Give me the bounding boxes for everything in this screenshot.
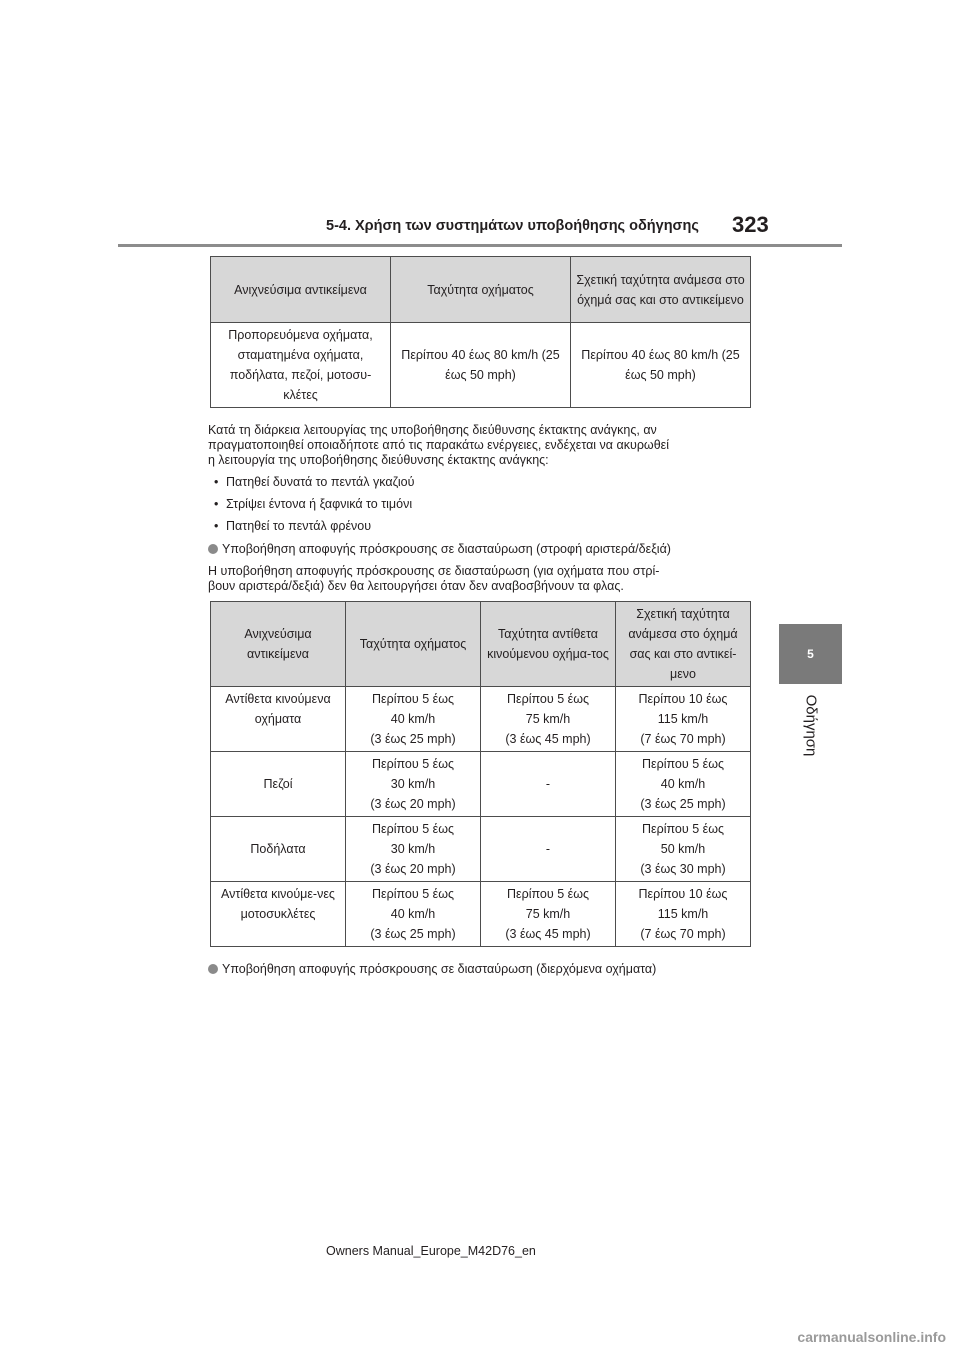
table-cell: - [481,817,616,882]
table-header-cell: Ταχύτητα αντίθετα κινούμενου οχήμα-τος [481,602,616,687]
table-cell: Περίπου 10 έως 115 km/h (7 έως 70 mph) [616,687,751,752]
bullet-dot-icon: • [214,475,219,489]
table-header-cell: Ταχύτητα οχήματος [346,602,481,687]
section-line-1: Η υποβοήθηση αποφυγής πρόσκρουσης σε διασταύρωση (για οχήματα που στρί- [208,564,660,578]
section-header-title: 5-4. Χρήση των συστημάτων υποβοήθησης οδήγησης [326,218,699,234]
chapter-number: 5 [807,647,814,661]
table-row [211,323,751,408]
table-cell: Ποδήλατα [211,817,346,882]
table-cell: Περίπου 10 έως 115 km/h (7 έως 70 mph) [616,882,751,947]
table-cell: Αντίθετα κινούμε-νες μοτοσυκλέτες [211,882,346,947]
table-cell: Προπορευόμενα οχήματα, σταματημένα οχήματα, ποδήλατα, πεζοί, μοτοσυ-κλέτες [211,323,391,408]
chapter-tab-label [779,690,842,760]
table-header-cell: Ταχύτητα οχήματος [391,257,571,323]
table-cell: Περίπου 5 έως 50 km/h (3 έως 30 mph) [616,817,751,882]
table-header-cell: Ανιχνεύσιμα αντικείμενα [211,602,346,687]
table-cell: Περίπου 5 έως 30 km/h (3 έως 20 mph) [346,817,481,882]
table-cell: Περίπου 5 έως 40 km/h (3 έως 25 mph) [616,752,751,817]
table-cell: Περίπου 5 έως 75 km/h (3 έως 45 mph) [481,687,616,752]
document-footer: Owners Manual_Europe_M42D76_en [326,1244,536,1258]
chapter-tab-number [779,624,842,684]
bullet-dot-icon: • [214,497,219,511]
intro-line-1: Κατά τη διάρκεια λειτουργίας της υποβοήθησης διεύθυνσης έκτακτης ανάγκης, αν [208,423,657,437]
table-row [211,882,751,947]
bullet-dot-icon: • [214,519,219,533]
section-heading: Υποβοήθηση αποφυγής πρόσκρουσης σε διασταύρωση (στροφή αριστερά/δεξιά) [208,542,671,556]
table-header-cell: Σχετική ταχύτητα ανάμεσα στο όχημά σας και στο αντικείμενο [571,257,751,323]
table-cell: Περίπου 40 έως 80 km/h (25 έως 50 mph) [391,323,571,408]
header-divider [118,244,842,247]
page-number: 323 [732,212,769,237]
table-cell: Περίπου 5 έως 30 km/h (3 έως 20 mph) [346,752,481,817]
detection-table-1 [210,256,751,408]
section-heading: Υποβοήθηση αποφυγής πρόσκρουσης σε διασταύρωση (διερχόμενα οχήματα) [208,962,656,976]
table-cell: Περίπου 5 έως 40 km/h (3 έως 25 mph) [346,882,481,947]
list-item: • Στρίψει έντονα ή ξαφνικά το τιμόνι [214,497,413,511]
table-cell: Περίπου 40 έως 80 km/h (25 έως 50 mph) [571,323,751,408]
table-cell: - [481,752,616,817]
bullet-circle-icon [208,544,218,554]
table-header-cell: Ανιχνεύσιμα αντικείμενα [211,257,391,323]
table-cell: Πεζοί [211,752,346,817]
detection-table-2 [210,601,751,947]
list-item: • Πατηθεί το πεντάλ φρένου [214,519,372,533]
chapter-label-text: Οδήγηση [802,694,819,756]
list-item: • Πατηθεί δυνατά το πεντάλ γκαζιού [214,475,415,489]
intro-line-2: πραγματοποιηθεί οποιαδήποτε από τις παρακάτω ενέργειες, ενδέχεται να ακυρωθεί [208,438,669,452]
table-row [211,817,751,882]
table-cell: Περίπου 5 έως 75 km/h (3 έως 45 mph) [481,882,616,947]
table-header-row [211,602,751,687]
table-cell: Αντίθετα κινούμενα οχήματα [211,687,346,752]
site-watermark: carmanualsonline.info [797,1329,946,1345]
table-row [211,752,751,817]
table-header-cell: Σχετική ταχύτητα ανάμεσα στο όχημά σας και στο αντικεί-μενο [616,602,751,687]
bullet-circle-icon [208,964,218,974]
intro-line-3: η λειτουργία της υποβοήθησης διεύθυνσης έκτακτης ανάγκης: [208,453,549,467]
section-line-2: βουν αριστερά/δεξιά) δεν θα λειτουργήσει όταν δεν αναβοσβήνουν τα φλας. [208,579,624,593]
table-cell: Περίπου 5 έως 40 km/h (3 έως 25 mph) [346,687,481,752]
table-row [211,687,751,752]
table-header-row [211,257,751,323]
